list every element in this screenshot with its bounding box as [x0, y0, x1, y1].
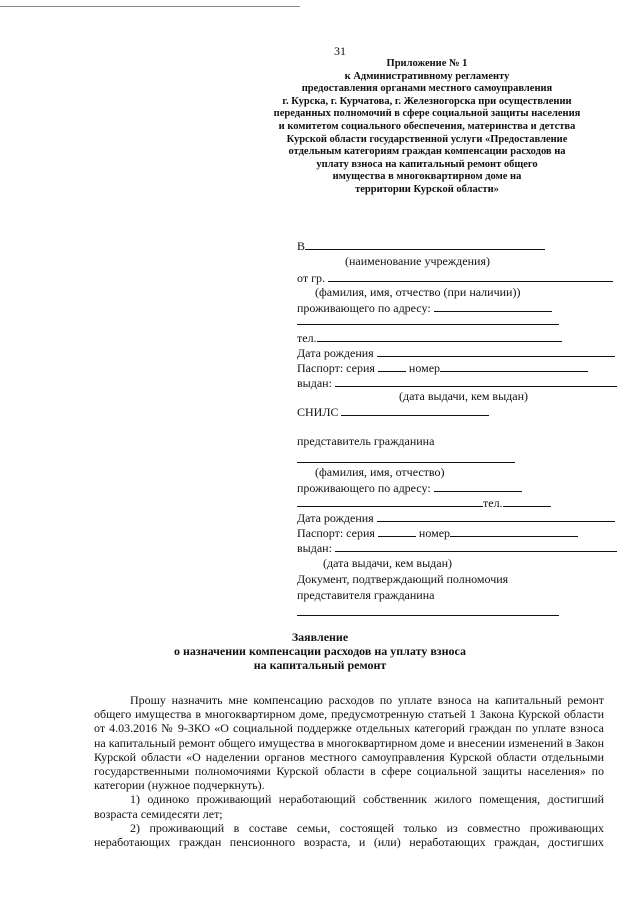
document-title — [0, 630, 640, 672]
rep-address-label: проживающего по адресу: — [297, 481, 431, 495]
rep-phone-row — [297, 495, 551, 510]
snils-row — [297, 404, 489, 419]
passport-series-field[interactable] — [378, 360, 406, 372]
institution-row — [297, 238, 545, 253]
title-line: о назначении компенсации расходов на уплату взноса — [173, 644, 467, 658]
passport-number-field[interactable] — [440, 360, 588, 372]
applicant-name-field[interactable] — [328, 270, 613, 282]
issued-row — [297, 375, 617, 390]
appendix-line: Курской области государственной услуги «Предоставление — [286, 133, 568, 145]
rep-phone-label: тел. — [483, 496, 503, 510]
appendix-line: переданных полномочий в сфере социальной защиты населения — [273, 108, 581, 120]
address-row — [297, 300, 552, 315]
address-field-line2[interactable] — [297, 324, 559, 325]
from-row — [297, 270, 613, 285]
fio-hint: (фамилия, имя, отчество (при наличии)) — [315, 285, 521, 299]
phone-row — [297, 330, 562, 345]
appendix-line: Приложение № 1 — [386, 58, 468, 69]
issued-label: выдан: — [297, 376, 332, 390]
birth-row — [297, 345, 615, 360]
appendix-line: территории Курской области» — [355, 183, 499, 195]
rep-address-row — [297, 480, 522, 495]
rep-issued-row — [297, 540, 617, 555]
rep-birth-date-field[interactable] — [377, 510, 615, 522]
from-prefix: от гр. — [297, 271, 326, 285]
address-field[interactable] — [434, 300, 552, 312]
rep-passport-series-field[interactable] — [378, 525, 416, 537]
snils-field[interactable] — [341, 404, 489, 416]
appendix-header — [262, 58, 592, 197]
top-rule — [0, 6, 300, 7]
issued-hint: (дата выдачи, кем выдан) — [399, 389, 528, 403]
doc-line2: представителя гражданина — [297, 588, 435, 602]
appendix-line: к Административному регламенту — [344, 70, 510, 82]
rep-phone-field[interactable] — [503, 495, 551, 507]
category-option-2[interactable]: 2) проживающий в составе семьи, состоящей только из совместно проживающих неработающих граждан пенсионного возраста, и (или) неработающих граждан, достигших — [94, 820, 604, 850]
category-option-1[interactable]: 1) одиноко проживающий неработающий собственник жилого помещения, достигший возраста семидесяти лет; — [94, 792, 604, 821]
application-body — [94, 693, 604, 849]
rep-fio-hint: (фамилия, имя, отчество) — [315, 465, 445, 479]
institution-hint: (наименование учреждения) — [345, 254, 490, 268]
appendix-line: уплату взноса на капитальный ремонт общего — [316, 158, 538, 170]
birth-date-field[interactable] — [377, 345, 615, 357]
phone-label: тел. — [297, 331, 317, 345]
birth-label: Дата рождения — [297, 346, 374, 360]
appendix-line: г. Курска, г. Курчатова, г. Железногорска при осуществлении — [282, 95, 572, 107]
passport-label: Паспорт: серия — [297, 361, 375, 375]
appendix-line: и комитетом социального обеспечения, материнства и детства — [278, 120, 576, 132]
institution-field[interactable] — [305, 238, 545, 250]
title-line: Заявление — [291, 630, 349, 644]
address-label: проживающего по адресу: — [297, 301, 431, 315]
appendix-line: предоставления органами местного самоуправления — [301, 83, 553, 95]
rep-address-field-line2[interactable] — [297, 495, 483, 507]
rep-birth-label: Дата рождения — [297, 511, 374, 525]
rep-birth-row — [297, 510, 615, 525]
representative-label: представитель гражданина — [297, 434, 435, 448]
title-line: на капитальный ремонт — [253, 658, 387, 672]
rep-issued-hint: (дата выдачи, кем выдан) — [323, 556, 452, 570]
appendix-line: отдельным категориям граждан компенсации расходов на — [288, 146, 566, 158]
to-prefix: В — [297, 239, 306, 253]
number-label: номер — [408, 361, 441, 375]
authority-document-field[interactable] — [297, 615, 559, 616]
rep-issued-label: выдан: — [297, 541, 332, 555]
rep-address-field[interactable] — [434, 480, 522, 492]
rep-passport-number-field[interactable] — [450, 525, 578, 537]
snils-label: СНИЛС — [297, 405, 339, 419]
appendix-line: имущества в многоквартирном доме на — [332, 171, 522, 183]
representative-name-field[interactable] — [297, 462, 515, 463]
rep-passport-row — [297, 525, 578, 540]
passport-row — [297, 360, 588, 375]
rep-issued-field[interactable] — [335, 540, 617, 552]
issued-field[interactable] — [335, 375, 617, 387]
rep-number-label: номер — [418, 526, 451, 540]
page-number: 31 — [334, 44, 346, 58]
doc-line1: Документ, подтверждающий полномочия — [297, 572, 509, 586]
body-paragraph: Прошу назначить мне компенсацию расходов по уплате взноса на капитальный ремонт общего имущества в многоквартирном доме, предусмотренную статьей 1 Закона Курской области от 4.03.2016 № 9-ЗКО «О социальной поддержке отдельных категорий граждан по уплате взноса на капитальный ремонт общего имущества в многоквартирном доме и внесении изменений в Закон Курской области «О наделении органов местного самоуправления Курской области отдельными государственными полномочиями Курской области в сфере социальной защиты населения» по категории (нужное подчеркнуть). — [94, 693, 604, 793]
rep-passport-label: Паспорт: серия — [297, 526, 375, 540]
phone-field[interactable] — [317, 330, 562, 342]
